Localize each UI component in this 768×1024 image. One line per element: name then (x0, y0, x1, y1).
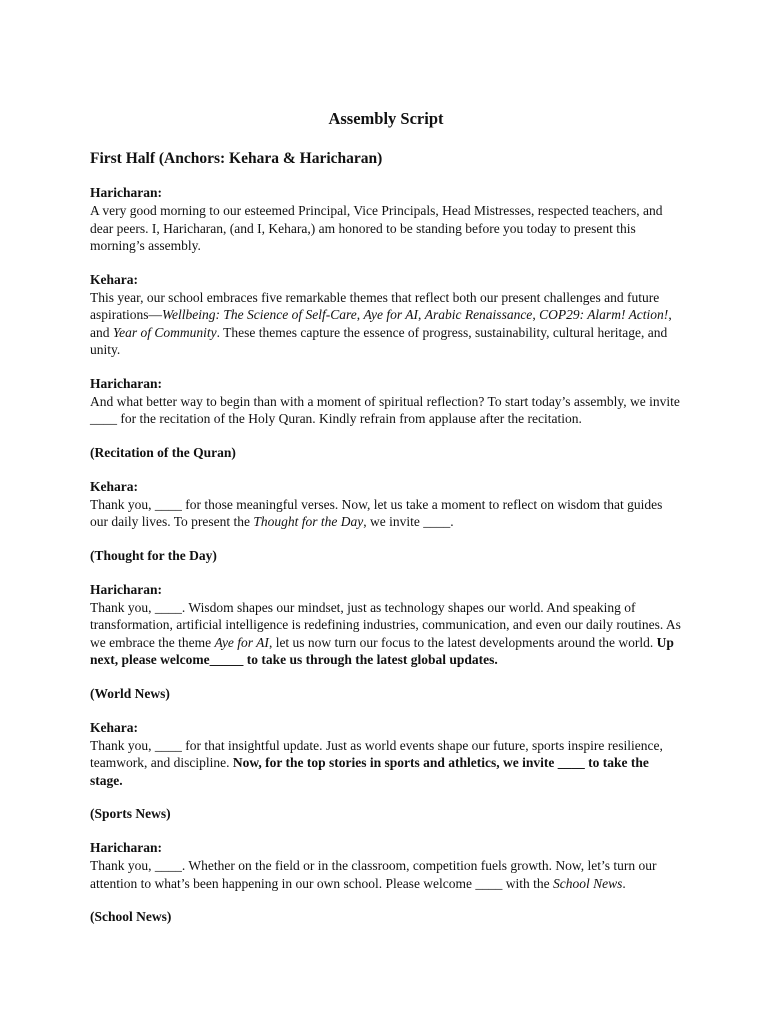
speaker-line (90, 599, 682, 669)
bold-text: Up next, please welcome_____ to take us through the latest global updates. (90, 634, 674, 667)
text-run: , and (90, 307, 672, 340)
text-run: , (417, 307, 425, 322)
speaker-block (90, 184, 682, 255)
bold-text: Now, for the top stories in sports and athletics, we invite ____ to take the stage. (90, 755, 649, 788)
speaker-line (90, 496, 682, 531)
stage-cue: (World News) (90, 685, 170, 701)
speaker-block (90, 719, 682, 790)
speaker-block (90, 375, 682, 428)
speaker-name: Haricharan: (90, 840, 162, 855)
speaker-name: Haricharan: (90, 581, 162, 597)
stage-cue: (Recitation of the Quran) (90, 444, 236, 460)
speaker-line (90, 393, 682, 428)
italic-text: School News (553, 875, 623, 891)
italic-text: Thought for the Day (253, 514, 364, 529)
stage-cue: (Sports News) (90, 806, 171, 821)
speaker-name: Haricharan: (90, 185, 162, 200)
italic-text: COP29: Alarm! Action! (539, 307, 669, 322)
text-run: , let us now turn our focus to the latest developments around the world. (268, 634, 657, 650)
document-title: Assembly Script (328, 109, 444, 128)
text-run: , (356, 307, 364, 322)
italic-text: Aye for AI (363, 307, 418, 322)
speaker-name: Kehara: (90, 719, 138, 735)
text-run: Thank you, ____ for those meaningful verses. Now, let us take a moment to reflect on wisdom that guides our daily lives. To present the (90, 496, 663, 529)
text-run: A very good morning to our esteemed Principal, Vice Principals, Head Mistresses, respected teachers, and dear peers. I, Haricharan, (and I, Kehara,) am honored to be standing before you today to present this morning’s assembly. (90, 203, 663, 253)
text-run: Thank you, ____. Wisdom shapes our mindset, just as technology shapes our world. And speaking of transformation, artificial intelligence is redefining industries, communication, and even our daily routines. As we embrace the theme (90, 599, 681, 650)
text-run: Thank you, ____ for that insightful update. Just as world events shape our future, sports inspire resilience, teamwork, and discipline. (90, 737, 663, 770)
text-run: This year, our school embraces five remarkable themes that reflect both our present challenges and future aspirations— (90, 289, 660, 322)
speaker-block (90, 478, 682, 531)
stage-cue: (Thought for the Day) (90, 547, 217, 563)
section-heading: First Half (Anchors: Kehara & Haricharan) (90, 150, 383, 167)
text-run: . These themes capture the essence of progress, sustainability, cultural heritage, and unity. (90, 324, 668, 357)
speaker-name: Haricharan: (90, 375, 162, 391)
speaker-name: Kehara: (90, 478, 138, 494)
italic-text: Arabic Renaissance (424, 307, 533, 322)
text-run: Thank you, ____. Whether on the field or in the classroom, competition fuels growth. Now, let’s turn our attention to what’s been happening in our own school. Please welcome ____ with the (90, 858, 657, 891)
speaker-line (90, 857, 682, 892)
script-blocks (90, 184, 682, 926)
document-body (90, 108, 682, 942)
text-run: . (622, 875, 626, 891)
speaker-block (90, 581, 682, 669)
text-run: , we invite ____. (363, 514, 454, 529)
speaker-line (90, 737, 682, 790)
speaker-block (90, 271, 682, 359)
italic-text: Year of Community (112, 324, 217, 340)
text-run: , (532, 307, 540, 322)
speaker-line (90, 289, 682, 359)
text-run: And what better way to begin than with a moment of spiritual reflection? To start today’s assembly, we invite ____ for the recitation of the Holy Quran. Kindly refrain from applause after the recitation. (90, 393, 680, 426)
italic-text: Wellbeing: The Science of Self-Care (162, 307, 357, 322)
speaker-name: Kehara: (90, 271, 138, 287)
stage-cue: (School News) (90, 909, 172, 924)
speaker-block (90, 839, 682, 892)
speaker-line (90, 202, 682, 255)
italic-text: Aye for AI (214, 634, 269, 650)
